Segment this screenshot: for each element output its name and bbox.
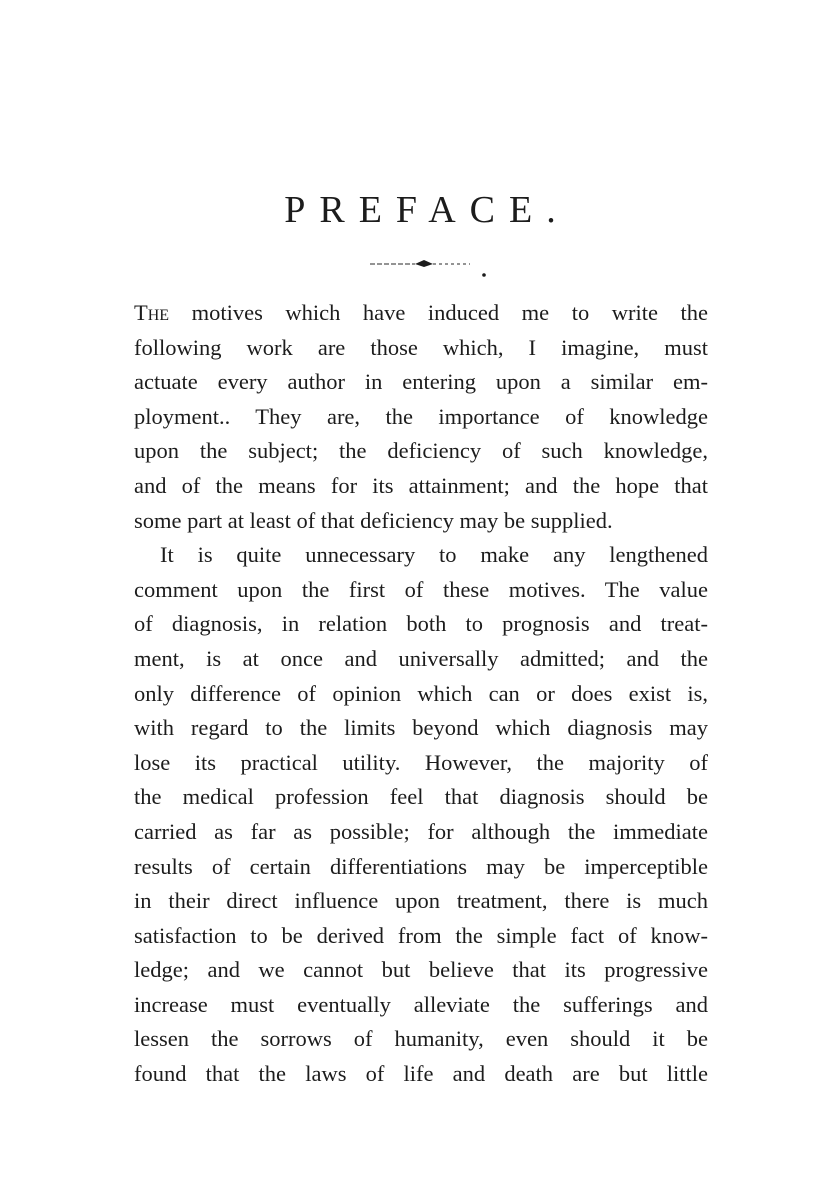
text-line: carried as far as possible; for although the immediate (134, 818, 708, 844)
text-line: with regard to the limits beyond which diagnosis may (134, 715, 708, 741)
text-line: found that the laws of life and death are but little (134, 1061, 708, 1087)
text-line: following work are those which, I imagine, must (134, 334, 708, 360)
text-line: upon the subject; the deficiency of such knowledge, (134, 438, 708, 464)
text-line: ledge; and we cannot but believe that its progressive (134, 957, 708, 983)
preface-body (134, 296, 708, 1092)
paragraph-2 (134, 538, 708, 1092)
text-line: lose its practical utility. However, the majority of (134, 749, 708, 775)
text-line: actuate every author in entering upon a similar em- (134, 369, 708, 395)
text-line: lessen the sorrows of humanity, even should it be (134, 1026, 708, 1052)
paragraph-1 (134, 296, 708, 538)
text-line: ment, is at once and universally admitted; and the (134, 645, 708, 671)
page-title: PREFACE. (284, 189, 570, 231)
text-line: the medical profession feel that diagnosis should be (134, 784, 708, 810)
lead-word: The (134, 300, 170, 325)
text-line: some part at least of that deficiency may be supplied. (134, 507, 613, 533)
text-line: results of certain differentiations may be imperceptible (134, 853, 708, 879)
text-line: of diagnosis, in relation both to prognosis and treat- (134, 611, 708, 637)
text-line: It is quite unnecessary to make any lengthened (160, 542, 708, 568)
text-line: in their direct influence upon treatment, there is much (134, 888, 708, 914)
text-line: comment upon the first of these motives. The value (134, 576, 708, 602)
text-line: increase must eventually alleviate the sufferings and (134, 991, 708, 1017)
text-line: The motives which have induced me to write the (134, 300, 708, 325)
ornament-divider (360, 252, 510, 282)
text-line: only difference of opinion which can or does exist is, (134, 680, 708, 706)
text-line: ployment.. They are, the importance of knowledge (134, 403, 708, 429)
text-line: and of the means for its attainment; and the hope that (134, 472, 708, 498)
text-line: satisfaction to be derived from the simple fact of know- (134, 922, 708, 948)
